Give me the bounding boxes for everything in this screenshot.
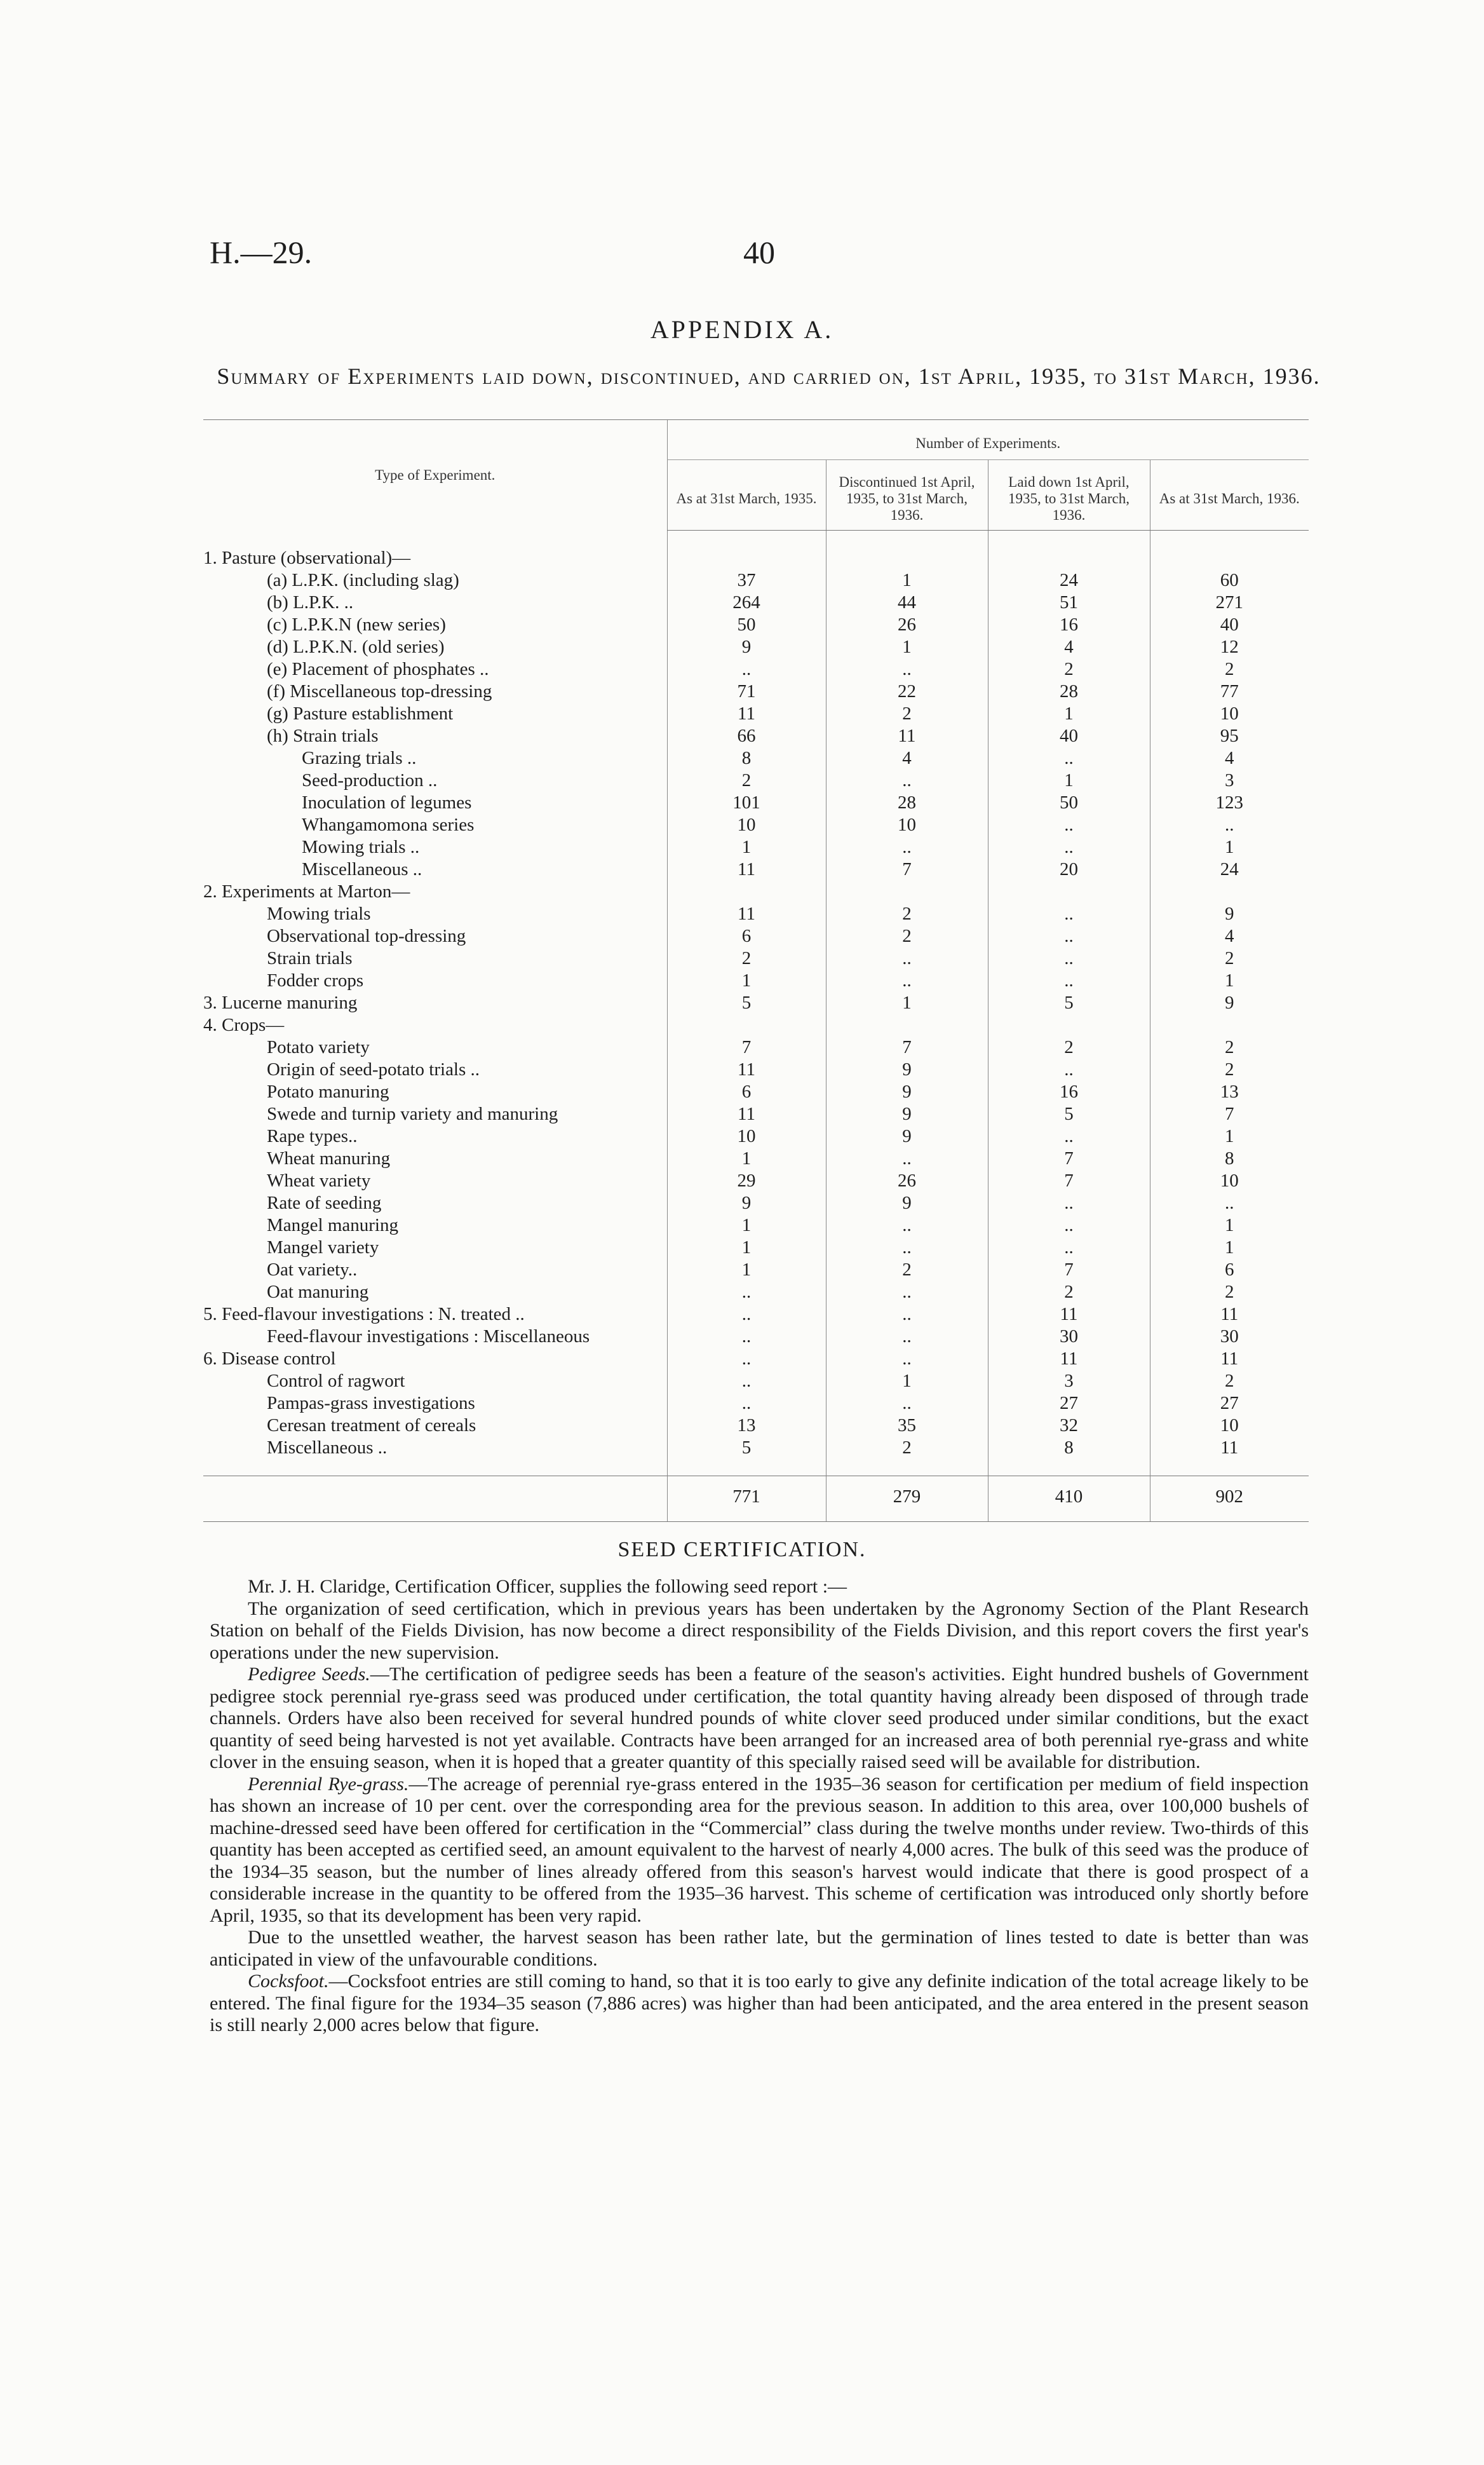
experiment-count: .. bbox=[826, 770, 988, 792]
experiment-type: Fodder crops bbox=[267, 970, 364, 991]
experiment-type: Wheat manuring bbox=[267, 1148, 391, 1169]
experiment-count: .. bbox=[826, 1392, 988, 1415]
experiment-count: 9 bbox=[1150, 903, 1309, 925]
experiment-count bbox=[1150, 547, 1309, 569]
experiment-count: 1 bbox=[826, 1370, 988, 1392]
totals-label bbox=[203, 1476, 667, 1522]
experiment-count: 27 bbox=[988, 1392, 1150, 1415]
experiment-count: 40 bbox=[988, 725, 1150, 747]
experiment-type: (c) L.P.K.N (new series) bbox=[267, 615, 446, 635]
page-number: 40 bbox=[743, 234, 775, 270]
experiment-type: Potato variety bbox=[267, 1037, 370, 1057]
experiment-type: Swede and turnip variety and manuring bbox=[267, 1104, 558, 1124]
experiment-type: (g) Pasture establishment bbox=[267, 703, 454, 724]
experiment-count: 2 bbox=[826, 703, 988, 725]
experiment-type: 6. Disease control bbox=[203, 1348, 336, 1369]
experiment-type: 5. Feed-flavour investigations : N. treated .. bbox=[203, 1304, 525, 1324]
table-row bbox=[203, 569, 1309, 592]
experiment-count: 22 bbox=[826, 681, 988, 703]
experiment-count: 2 bbox=[1150, 1059, 1309, 1081]
experiment-count: 2 bbox=[1150, 1036, 1309, 1059]
experiment-count: 123 bbox=[1150, 792, 1309, 814]
experiment-count: .. bbox=[826, 947, 988, 970]
experiment-count: 28 bbox=[988, 681, 1150, 703]
table-row bbox=[203, 1059, 1309, 1081]
experiment-count: .. bbox=[988, 970, 1150, 992]
table-row bbox=[203, 592, 1309, 614]
table-row bbox=[203, 992, 1309, 1014]
paragraph: Due to the unsettled weather, the harvest season has been rather late, but the germination of lines tested to date is better than was anticipated in view of the unfavourable conditions. bbox=[210, 1927, 1309, 1970]
experiment-count: 44 bbox=[826, 592, 988, 614]
table-row bbox=[203, 1125, 1309, 1148]
experiment-count: 5 bbox=[667, 992, 826, 1014]
total-count: 902 bbox=[1150, 1476, 1309, 1522]
experiment-count: 35 bbox=[826, 1415, 988, 1437]
experiment-count: 4 bbox=[1150, 747, 1309, 770]
table-row bbox=[203, 1326, 1309, 1348]
table-caption: Summary of Experiments laid down, discontinued, and carried on, 1st April, 1935, to 31st March, 1936. bbox=[217, 363, 1321, 389]
experiment-count: 51 bbox=[988, 592, 1150, 614]
experiment-count: .. bbox=[826, 1326, 988, 1348]
table-row bbox=[203, 1437, 1309, 1459]
experiment-count bbox=[667, 547, 826, 569]
experiment-type: 3. Lucerne manuring bbox=[203, 993, 358, 1013]
experiment-count: 10 bbox=[667, 1125, 826, 1148]
experiment-count: 24 bbox=[1150, 859, 1309, 881]
experiment-count: 10 bbox=[667, 814, 826, 836]
experiment-count: 30 bbox=[988, 1326, 1150, 1348]
experiment-count: 26 bbox=[826, 614, 988, 636]
paragraph-heading: Perennial Rye-grass. bbox=[248, 1773, 409, 1795]
table-row bbox=[203, 1303, 1309, 1326]
experiment-count: 9 bbox=[667, 636, 826, 658]
experiment-count: 264 bbox=[667, 592, 826, 614]
experiment-count: 2 bbox=[1150, 1281, 1309, 1303]
experiment-count: 271 bbox=[1150, 592, 1309, 614]
table-row bbox=[203, 859, 1309, 881]
experiment-count: .. bbox=[988, 747, 1150, 770]
experiment-type: Seed-production .. bbox=[302, 770, 438, 791]
experiment-type: Inoculation of legumes bbox=[302, 792, 472, 813]
table-row bbox=[203, 1014, 1309, 1036]
paragraph bbox=[210, 1664, 1309, 1774]
experiment-count: 5 bbox=[988, 992, 1150, 1014]
experiment-count: 30 bbox=[1150, 1326, 1309, 1348]
experiment-count: 4 bbox=[826, 747, 988, 770]
experiment-type: 2. Experiments at Marton— bbox=[203, 881, 410, 902]
experiment-count: .. bbox=[988, 1125, 1150, 1148]
number-of-experiments-header: Number of Experiments. bbox=[667, 420, 1309, 460]
experiment-count: 1 bbox=[988, 770, 1150, 792]
experiment-type: (e) Placement of phosphates .. bbox=[267, 659, 489, 679]
experiment-type: Wheat variety bbox=[267, 1171, 371, 1191]
table-row bbox=[203, 1103, 1309, 1125]
experiment-count: 5 bbox=[667, 1437, 826, 1459]
page-reference: H.—29. bbox=[210, 234, 313, 270]
table-row bbox=[203, 681, 1309, 703]
experiment-count: .. bbox=[988, 1059, 1150, 1081]
experiment-count: 7 bbox=[826, 859, 988, 881]
experiment-type: Feed-flavour investigations : Miscellaneous bbox=[267, 1326, 590, 1347]
experiment-count: 4 bbox=[988, 636, 1150, 658]
experiment-count: 71 bbox=[667, 681, 826, 703]
experiment-count: 26 bbox=[826, 1170, 988, 1192]
table-row bbox=[203, 1192, 1309, 1214]
experiment-count bbox=[1150, 1014, 1309, 1036]
type-of-experiment-header: Type of Experiment. bbox=[203, 420, 667, 531]
table-row bbox=[203, 703, 1309, 725]
experiment-count: 29 bbox=[667, 1170, 826, 1192]
experiment-count: 7 bbox=[988, 1148, 1150, 1170]
experiment-type: (f) Miscellaneous top-dressing bbox=[267, 681, 492, 702]
experiment-count: .. bbox=[988, 814, 1150, 836]
experiment-count bbox=[826, 1014, 988, 1036]
experiment-count: .. bbox=[826, 1214, 988, 1237]
experiment-count: 6 bbox=[1150, 1259, 1309, 1281]
table-row bbox=[203, 725, 1309, 747]
table-row bbox=[203, 1237, 1309, 1259]
experiment-count: 9 bbox=[826, 1192, 988, 1214]
experiment-count: 1 bbox=[988, 703, 1150, 725]
experiment-count: .. bbox=[826, 1281, 988, 1303]
experiment-type: Ceresan treatment of cereals bbox=[267, 1415, 476, 1436]
table-row bbox=[203, 547, 1309, 569]
experiment-count: 11 bbox=[826, 725, 988, 747]
experiment-count: 1 bbox=[667, 970, 826, 992]
column-header: Laid down 1st April, 1935, to 31st March, 1936. bbox=[988, 460, 1150, 531]
experiment-type: Pampas-grass investigations bbox=[267, 1393, 475, 1413]
experiment-count: 11 bbox=[667, 1059, 826, 1081]
experiment-count: 28 bbox=[826, 792, 988, 814]
paragraph: The organization of seed certification, which in previous years has been undertaken by the Agronomy Section of the Plant Research Station on behalf of the Fields Division, has now become a direct responsibility of the Fields Division, and this report covers the first year's operations under the new supervision. bbox=[210, 1598, 1309, 1663]
experiment-count: 11 bbox=[1150, 1348, 1309, 1370]
experiment-count: .. bbox=[667, 1326, 826, 1348]
experiment-count: 101 bbox=[667, 792, 826, 814]
experiment-count: 7 bbox=[826, 1036, 988, 1059]
experiment-count: 10 bbox=[1150, 703, 1309, 725]
experiment-count: 8 bbox=[1150, 1148, 1309, 1170]
experiment-count: 7 bbox=[1150, 1103, 1309, 1125]
experiment-count: .. bbox=[1150, 814, 1309, 836]
experiment-count: 2 bbox=[826, 903, 988, 925]
paragraph-body: —The certification of pedigree seeds has been a feature of the season's activities. Eight hundred bushels of Government pedigree stock perennial rye-grass seed was produced under certification, the total quantity having already been disposed of through trade channels. Orders have also been received for several hundred pounds of white clover seed produced under similar conditions, but the exact quantity of seed being harvested is not yet available. Contracts have been arranged for an increased area of both perennial rye-grass and white clover in the ensuing season, when it is hoped that a greater quantity of this specially raised seed will be available for distribution. bbox=[210, 1664, 1309, 1772]
seed-certification-heading: SEED CERTIFICATION. bbox=[617, 1538, 867, 1561]
experiment-count: 16 bbox=[988, 1081, 1150, 1103]
experiment-count: 1 bbox=[667, 1148, 826, 1170]
experiment-type: Strain trials bbox=[267, 948, 353, 968]
experiment-count: 2 bbox=[667, 947, 826, 970]
table-row bbox=[203, 792, 1309, 814]
experiment-count: .. bbox=[988, 1214, 1150, 1237]
experiment-count: 2 bbox=[988, 1036, 1150, 1059]
paragraph-heading: Pedigree Seeds. bbox=[248, 1664, 370, 1685]
experiment-count: 2 bbox=[1150, 1370, 1309, 1392]
experiment-count: 11 bbox=[667, 903, 826, 925]
experiment-count: 24 bbox=[988, 569, 1150, 592]
experiment-count: .. bbox=[826, 1303, 988, 1326]
experiment-count: 50 bbox=[667, 614, 826, 636]
experiment-count: 16 bbox=[988, 614, 1150, 636]
experiment-count: .. bbox=[826, 970, 988, 992]
experiment-count: 11 bbox=[988, 1348, 1150, 1370]
paragraph-body: —Cocksfoot entries are still coming to hand, so that it is too early to give any definite indication of the total acreage likely to be entered. The final figure for the 1934–35 season (7,886 acres) was higher than had been anticipated, and the area entered in the present season is still nearly 2,000 acres below that figure. bbox=[210, 1971, 1309, 2035]
experiment-count: 12 bbox=[1150, 636, 1309, 658]
experiment-count: 3 bbox=[988, 1370, 1150, 1392]
experiment-count: .. bbox=[988, 947, 1150, 970]
experiment-count: .. bbox=[667, 1392, 826, 1415]
experiment-count: 10 bbox=[826, 814, 988, 836]
experiment-count: 11 bbox=[988, 1303, 1150, 1326]
experiment-type: (b) L.P.K. .. bbox=[267, 592, 354, 613]
table-row bbox=[203, 770, 1309, 792]
experiment-count: 77 bbox=[1150, 681, 1309, 703]
table-row bbox=[203, 1281, 1309, 1303]
table-row bbox=[203, 814, 1309, 836]
experiment-count: .. bbox=[826, 658, 988, 681]
total-count: 771 bbox=[667, 1476, 826, 1522]
experiment-count: 13 bbox=[667, 1415, 826, 1437]
experiment-count: 50 bbox=[988, 792, 1150, 814]
experiment-count: 2 bbox=[1150, 947, 1309, 970]
experiment-count: 6 bbox=[667, 925, 826, 947]
experiment-count: .. bbox=[988, 925, 1150, 947]
experiment-count: 2 bbox=[1150, 658, 1309, 681]
paragraph-heading: Cocksfoot. bbox=[248, 1971, 329, 1992]
experiment-count: 1 bbox=[826, 636, 988, 658]
experiment-count: 7 bbox=[988, 1259, 1150, 1281]
experiment-type: 1. Pasture (observational)— bbox=[203, 548, 411, 568]
table-row bbox=[203, 1370, 1309, 1392]
experiment-count: 2 bbox=[826, 925, 988, 947]
experiment-count: 11 bbox=[667, 703, 826, 725]
experiment-count bbox=[826, 547, 988, 569]
experiment-count: 6 bbox=[667, 1081, 826, 1103]
experiment-count: 1 bbox=[1150, 1214, 1309, 1237]
experiment-type: 4. Crops— bbox=[203, 1015, 285, 1035]
experiment-count: .. bbox=[988, 1192, 1150, 1214]
experiment-type: (h) Strain trials bbox=[267, 726, 379, 746]
experiment-type: Whangamomona series bbox=[302, 815, 475, 835]
experiment-count: 1 bbox=[1150, 1237, 1309, 1259]
experiment-count bbox=[988, 547, 1150, 569]
experiment-count: .. bbox=[826, 1237, 988, 1259]
experiment-count: 10 bbox=[1150, 1170, 1309, 1192]
table-row bbox=[203, 881, 1309, 903]
experiment-count: 7 bbox=[667, 1036, 826, 1059]
experiment-count: .. bbox=[667, 1348, 826, 1370]
experiment-count: .. bbox=[826, 1148, 988, 1170]
experiment-count: .. bbox=[826, 836, 988, 859]
experiment-count: 27 bbox=[1150, 1392, 1309, 1415]
experiment-type: (a) L.P.K. (including slag) bbox=[267, 570, 459, 590]
experiment-type: Miscellaneous .. bbox=[267, 1437, 388, 1458]
experiment-count: 11 bbox=[667, 859, 826, 881]
experiment-count: 40 bbox=[1150, 614, 1309, 636]
experiment-count: .. bbox=[988, 903, 1150, 925]
experiment-count bbox=[667, 881, 826, 903]
experiment-type: Grazing trials .. bbox=[302, 748, 417, 768]
experiment-count: 66 bbox=[667, 725, 826, 747]
experiment-count: .. bbox=[667, 1303, 826, 1326]
table-row bbox=[203, 903, 1309, 925]
experiment-type: Potato manuring bbox=[267, 1082, 389, 1102]
table-row bbox=[203, 1170, 1309, 1192]
table-row bbox=[203, 636, 1309, 658]
experiment-count: 20 bbox=[988, 859, 1150, 881]
experiment-count: .. bbox=[667, 1281, 826, 1303]
experiment-count: 9 bbox=[826, 1103, 988, 1125]
paragraph: Mr. J. H. Claridge, Certification Officer, supplies the following seed report :— bbox=[248, 1576, 847, 1597]
experiment-count: 1 bbox=[1150, 1125, 1309, 1148]
experiment-count: .. bbox=[988, 1237, 1150, 1259]
experiment-count: 1 bbox=[667, 836, 826, 859]
experiment-type: Oat variety.. bbox=[267, 1260, 358, 1280]
experiment-type: Control of ragwort bbox=[267, 1371, 405, 1391]
column-header: As at 31st March, 1936. bbox=[1150, 460, 1309, 531]
experiment-type: Mangel manuring bbox=[267, 1215, 398, 1235]
table-row bbox=[203, 970, 1309, 992]
experiment-count: 9 bbox=[826, 1125, 988, 1148]
paragraph bbox=[210, 1971, 1309, 2037]
table-row bbox=[203, 1259, 1309, 1281]
experiment-count: 9 bbox=[667, 1192, 826, 1214]
experiment-count: 95 bbox=[1150, 725, 1309, 747]
experiment-count: .. bbox=[1150, 1192, 1309, 1214]
experiment-count bbox=[988, 1014, 1150, 1036]
experiment-type: Mowing trials bbox=[267, 904, 371, 924]
seed-report-text bbox=[210, 1576, 1309, 2037]
experiment-type: (d) L.P.K.N. (old series) bbox=[267, 637, 445, 657]
table-row bbox=[203, 947, 1309, 970]
table-row bbox=[203, 836, 1309, 859]
experiment-count: 1 bbox=[667, 1237, 826, 1259]
experiment-count: 8 bbox=[988, 1437, 1150, 1459]
table-row bbox=[203, 747, 1309, 770]
appendix-title: APPENDIX A. bbox=[650, 315, 834, 344]
experiment-count: .. bbox=[988, 836, 1150, 859]
experiment-type: Rape types.. bbox=[267, 1126, 358, 1146]
experiment-count: 11 bbox=[1150, 1437, 1309, 1459]
experiment-count: 1 bbox=[667, 1259, 826, 1281]
experiment-type: Rate of seeding bbox=[267, 1193, 382, 1213]
experiment-count: 9 bbox=[826, 1081, 988, 1103]
column-header: As at 31st March, 1935. bbox=[667, 460, 826, 531]
experiment-count bbox=[1150, 881, 1309, 903]
experiment-count: 1 bbox=[826, 569, 988, 592]
table-row bbox=[203, 1081, 1309, 1103]
experiment-count: 2 bbox=[667, 770, 826, 792]
experiment-count: 2 bbox=[988, 1281, 1150, 1303]
experiment-count bbox=[826, 881, 988, 903]
table-row bbox=[203, 614, 1309, 636]
experiment-count: 2 bbox=[988, 658, 1150, 681]
experiment-count: 13 bbox=[1150, 1081, 1309, 1103]
experiment-count: 60 bbox=[1150, 569, 1309, 592]
table-row bbox=[203, 1148, 1309, 1170]
experiment-count: 7 bbox=[988, 1170, 1150, 1192]
paragraph bbox=[210, 1774, 1309, 1927]
column-header: Discontinued 1st April, 1935, to 31st March, 1936. bbox=[826, 460, 988, 531]
experiment-count: 1 bbox=[1150, 970, 1309, 992]
experiment-count: 1 bbox=[1150, 836, 1309, 859]
experiment-type: Oat manuring bbox=[267, 1282, 369, 1302]
experiment-type: Origin of seed-potato trials .. bbox=[267, 1059, 480, 1080]
experiment-type: Observational top-dressing bbox=[267, 926, 466, 946]
experiment-count: 2 bbox=[826, 1259, 988, 1281]
experiment-count: 4 bbox=[1150, 925, 1309, 947]
experiment-count bbox=[988, 881, 1150, 903]
table-row bbox=[203, 925, 1309, 947]
experiment-type: Mowing trials .. bbox=[302, 837, 420, 857]
experiment-count: 2 bbox=[826, 1437, 988, 1459]
experiment-count: .. bbox=[667, 658, 826, 681]
experiment-count: 37 bbox=[667, 569, 826, 592]
table-row bbox=[203, 1392, 1309, 1415]
paragraph-body: —The acreage of perennial rye-grass entered in the 1935–36 season for certification per medium of field inspection has shown an increase of 10 per cent. over the corresponding area for the previous season. In addition to this area, over 100,000 bushels of machine-dressed seed have been offered for certification in the “Commercial” class during the twelve months under review. Two-thirds of this quantity has been accepted as certified seed, an amount equivalent to the harvest of nearly 4,000 acres. The bulk of this seed was the produce of the 1934–35 season, but the number of lines already offered from this season's harvest would indicate that there is good prospect of a considerable increase in the quantity to be offered from the 1935–36 harvest. This scheme of certification was introduced only shortly before April, 1935, so that its development has been very rapid. bbox=[210, 1773, 1309, 1926]
experiment-count bbox=[667, 1014, 826, 1036]
experiment-count: .. bbox=[826, 1348, 988, 1370]
experiment-count: 1 bbox=[667, 1214, 826, 1237]
experiment-type: Mangel variety bbox=[267, 1237, 379, 1258]
table-row bbox=[203, 1415, 1309, 1437]
experiment-count: 11 bbox=[667, 1103, 826, 1125]
table-row bbox=[203, 1036, 1309, 1059]
experiment-type: Miscellaneous .. bbox=[302, 859, 422, 879]
experiments-table bbox=[203, 419, 1309, 1522]
total-count: 279 bbox=[826, 1476, 988, 1522]
experiment-count: 5 bbox=[988, 1103, 1150, 1125]
total-count: 410 bbox=[988, 1476, 1150, 1522]
experiment-count: 3 bbox=[1150, 770, 1309, 792]
experiment-count: 10 bbox=[1150, 1415, 1309, 1437]
table-row bbox=[203, 1214, 1309, 1237]
table-row bbox=[203, 1348, 1309, 1370]
experiment-count: 32 bbox=[988, 1415, 1150, 1437]
totals-row bbox=[203, 1476, 1309, 1522]
experiment-count: 9 bbox=[826, 1059, 988, 1081]
experiment-count: 9 bbox=[1150, 992, 1309, 1014]
experiment-count: .. bbox=[667, 1370, 826, 1392]
experiment-count: 1 bbox=[826, 992, 988, 1014]
experiment-count: 11 bbox=[1150, 1303, 1309, 1326]
experiment-count: 8 bbox=[667, 747, 826, 770]
table-row bbox=[203, 658, 1309, 681]
